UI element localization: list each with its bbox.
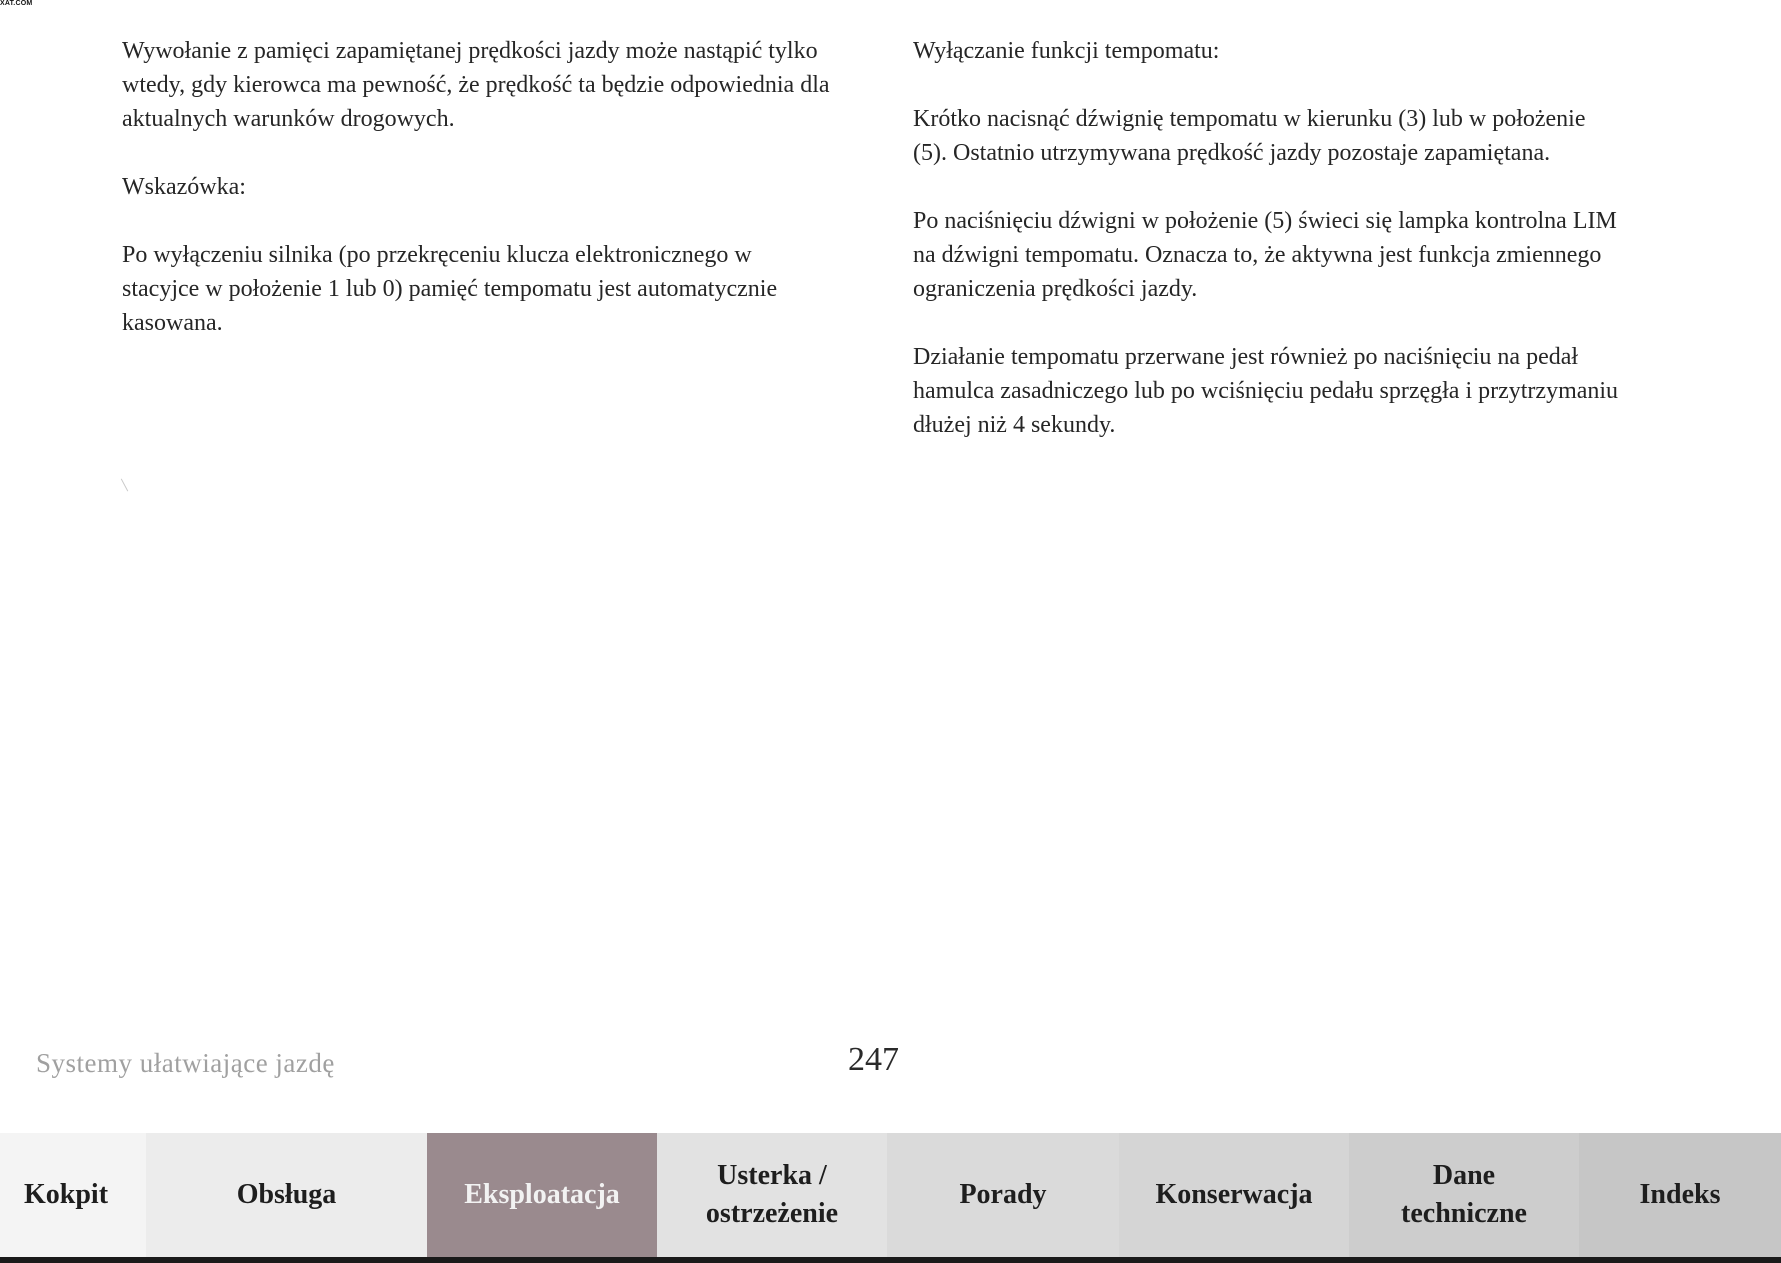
paragraph-note-heading: Wskazówka: [122,174,246,200]
tab-kokpit[interactable]: Kokpit [0,1133,146,1257]
paragraph-brake-clutch: Działanie tempomatu przerwane jest również po naciśnięciu na pedał hamulca zasadniczego lub po wciśnięciu pedału sprzęgła i przytrzymaniu dłużej niż 4 sekundy. [913,344,1619,438]
paragraph-cruise-off-heading: Wyłączanie funkcji tempomatu: [913,38,1220,64]
page-number: 247 [848,1041,899,1078]
tab-konserwacja[interactable]: Konserwacja [1119,1133,1349,1257]
bottom-rule [0,1257,1781,1263]
paragraph-memory-cleared: Po wyłączeniu silnika (po przekręceniu klucza elektronicznego w stacyjce w położenie 1 lub 0) pamięć tempomatu jest automatycznie kasowana. [122,242,778,336]
tab-dane-techniczne[interactable]: Dane techniczne [1349,1133,1579,1257]
tab-indeks[interactable]: Indeks [1579,1133,1781,1257]
tab-obsluga[interactable]: Obsługa [146,1133,427,1257]
paragraph-lim-lamp: Po naciśnięciu dźwigni w położenie (5) świeci się lampka kontrolna LIM na dźwigni tempomatu. Oznacza to, że aktywna jest funkcja zmiennego ograniczenia prędkości jazdy. [913,208,1617,302]
tab-usterka-ostrzezenie[interactable]: Usterka / ostrzeżenie [657,1133,887,1257]
right-text-column [913,34,1625,476]
tab-porady[interactable]: Porady [887,1133,1119,1257]
corner-watermark: XAT.COM [0,0,33,7]
scan-mark [121,479,128,492]
left-text-column [122,34,834,374]
paragraph-press-lever: Krótko nacisnąć dźwignię tempomatu w kierunku (3) lub w położenie (5). Ostatnio utrzymywana prędkość jazdy pozostaje zapamiętana. [913,106,1586,166]
section-title: Systemy ułatwiające jazdę [36,1048,335,1078]
chapter-tab-bar [0,1133,1781,1257]
paragraph-recall-speed: Wywołanie z pamięci zapamiętanej prędkości jazdy może nastąpić tylko wtedy, gdy kierowca ma pewność, że prędkość ta będzie odpowiednia dla aktualnych warunków drogowych. [122,38,830,132]
tab-eksploatacja[interactable]: Eksploatacja [427,1133,657,1257]
